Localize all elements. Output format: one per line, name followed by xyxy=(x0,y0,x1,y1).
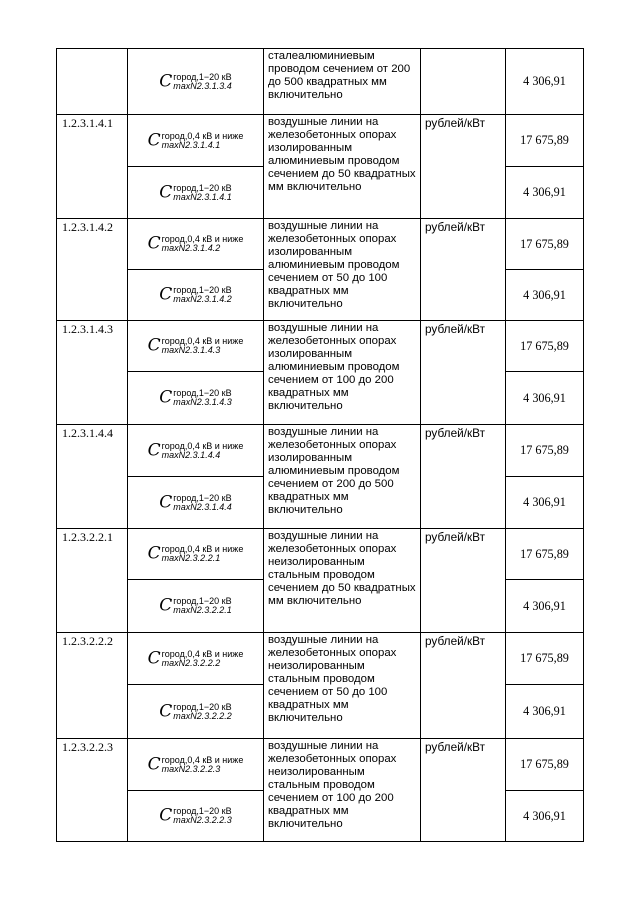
value-cell: 4 306,91 xyxy=(506,580,584,633)
formula-subscript: maxN2.3.2.2.3 xyxy=(173,815,232,825)
rate-formula: C город,0,4 кВ и ниже maxN2.3.1.4.4 xyxy=(147,440,244,460)
formula-cell xyxy=(128,425,264,477)
rate-formula: C город,1−20 кВ maxN2.3.2.2.3 xyxy=(159,805,232,826)
table-row xyxy=(57,321,584,372)
formula-cell xyxy=(128,685,264,739)
value-cell: 17 675,89 xyxy=(506,219,584,270)
value-cell: 17 675,89 xyxy=(506,739,584,791)
description-cell: воздушные линии на железобетонных опорах изолированным алюминиевым проводом сечением от 200 до 500 квадратных мм включительно xyxy=(264,425,421,529)
table-row xyxy=(57,529,584,580)
formula-cell xyxy=(128,167,264,219)
description-cell: воздушные линии на железобетонных опорах неизолированным стальным проводом сечением до 50 квадратных мм включительно xyxy=(264,529,421,633)
value-cell: 4 306,91 xyxy=(506,372,584,425)
rate-formula: C город,1−20 кВ maxN2.3.1.4.1 xyxy=(159,182,232,202)
rate-formula: C город,0,4 кВ и ниже maxN2.3.2.2.1 xyxy=(147,543,244,564)
formula-cell xyxy=(128,321,264,372)
table-row xyxy=(57,739,584,791)
formula-subscript: maxN2.3.2.2.2 xyxy=(161,657,221,668)
rate-formula: C город,0,4 кВ и ниже maxN2.3.1.4.2 xyxy=(147,233,244,254)
table-row xyxy=(57,49,584,115)
formula-superscript: город,1−20 кВ xyxy=(173,596,232,606)
formula-subscript: maxN2.3.1.4.3 xyxy=(161,345,221,355)
formula-superscript: город,1−20 кВ xyxy=(173,285,232,295)
formula-subscript: maxN2.3.1.4.4 xyxy=(161,449,221,460)
unit-cell: рублей/кВт xyxy=(421,219,506,321)
formula-cell xyxy=(128,477,264,529)
formula-superscript: город,0,4 кВ и ниже xyxy=(161,754,244,765)
description-cell: сталеалюминиевым проводом сечением от 200 до 500 квадратных мм включительно xyxy=(264,49,421,115)
rate-formula: C город,1−20 кВ maxN2.3.2.2.2 xyxy=(159,701,232,721)
rate-formula: C город,1−20 кВ maxN2.3.1.3.4 xyxy=(159,71,232,91)
formula-superscript: город,0,4 кВ и ниже xyxy=(161,648,244,659)
formula-superscript: город,0,4 кВ и ниже xyxy=(161,544,244,554)
formula-subscript: maxN2.3.2.2.3 xyxy=(161,763,221,774)
unit-cell: рублей/кВт xyxy=(421,739,506,842)
code-cell: 1.2.3.2.2.2 xyxy=(57,633,128,739)
table-row xyxy=(57,219,584,270)
formula-cell xyxy=(128,372,264,425)
value-cell: 4 306,91 xyxy=(506,791,584,842)
code-cell: 1.2.3.1.4.1 xyxy=(57,115,128,219)
formula-superscript: город,0,4 кВ и ниже xyxy=(161,440,244,451)
unit-cell: рублей/кВт xyxy=(421,425,506,529)
description-cell: воздушные линии на железобетонных опорах неизолированным стальным проводом сечением от 50 до 100 квадратных мм включительно xyxy=(264,633,421,739)
formula-superscript: город,1−20 кВ xyxy=(173,806,232,816)
table-row xyxy=(57,425,584,477)
formula-subscript: maxN2.3.1.4.1 xyxy=(161,139,221,150)
rate-formula: C город,0,4 кВ и ниже maxN2.3.1.4.3 xyxy=(147,335,244,356)
formula-superscript: город,0,4 кВ и ниже xyxy=(161,336,244,346)
value-cell: 4 306,91 xyxy=(506,270,584,321)
formula-superscript: город,1−20 кВ xyxy=(173,182,232,193)
unit-cell xyxy=(421,49,506,115)
rate-formula: C город,1−20 кВ maxN2.3.1.4.3 xyxy=(159,387,232,408)
formula-cell xyxy=(128,739,264,791)
tariff-table xyxy=(56,48,584,842)
unit-cell: рублей/кВт xyxy=(421,321,506,425)
value-cell: 4 306,91 xyxy=(506,685,584,739)
description-cell: воздушные линии на железобетонных опорах изолированным алюминиевым проводом сечением от 100 до 200 квадратных мм включительно xyxy=(264,321,421,425)
description-cell: воздушные линии на железобетонных опорах изолированным алюминиевым проводом сечением от 50 до 100 квадратных мм включительно xyxy=(264,219,421,321)
description-cell: воздушные линии на железобетонных опорах неизолированным стальным проводом сечением от 100 до 200 квадратных мм включительно xyxy=(264,739,421,842)
formula-cell xyxy=(128,633,264,685)
formula-cell xyxy=(128,791,264,842)
code-cell: 1.2.3.2.2.1 xyxy=(57,529,128,633)
formula-superscript: город,1−20 кВ xyxy=(173,71,232,82)
value-cell: 17 675,89 xyxy=(506,321,584,372)
formula-subscript: maxN2.3.1.4.1 xyxy=(173,191,232,202)
value-cell: 4 306,91 xyxy=(506,49,584,115)
formula-superscript: город,0,4 кВ и ниже xyxy=(161,130,244,141)
formula-subscript: maxN2.3.1.4.4 xyxy=(173,501,232,512)
unit-cell: рублей/кВт xyxy=(421,633,506,739)
formula-cell xyxy=(128,580,264,633)
unit-cell: рублей/кВт xyxy=(421,115,506,219)
formula-superscript: город,1−20 кВ xyxy=(173,388,232,398)
value-cell: 4 306,91 xyxy=(506,167,584,219)
value-cell: 17 675,89 xyxy=(506,529,584,580)
rate-formula: C город,1−20 кВ maxN2.3.2.2.1 xyxy=(159,595,232,616)
code-cell xyxy=(57,49,128,115)
value-cell: 4 306,91 xyxy=(506,477,584,529)
code-cell: 1.2.3.1.4.4 xyxy=(57,425,128,529)
unit-cell: рублей/кВт xyxy=(421,529,506,633)
value-cell: 17 675,89 xyxy=(506,633,584,685)
description-cell: воздушные линии на железобетонных опорах изолированным алюминиевым проводом сечением до 50 квадратных мм включительно xyxy=(264,115,421,219)
rate-formula: C город,1−20 кВ maxN2.3.1.4.2 xyxy=(159,284,232,305)
formula-subscript: maxN2.3.1.4.2 xyxy=(161,243,221,253)
formula-superscript: город,1−20 кВ xyxy=(173,492,232,503)
rate-formula: C город,0,4 кВ и ниже maxN2.3.2.2.2 xyxy=(147,648,244,668)
tariff-table-body xyxy=(57,49,584,842)
formula-cell xyxy=(128,529,264,580)
code-cell: 1.2.3.2.2.3 xyxy=(57,739,128,842)
code-cell: 1.2.3.1.4.3 xyxy=(57,321,128,425)
rate-formula: C город,0,4 кВ и ниже maxN2.3.2.2.3 xyxy=(147,754,244,774)
formula-subscript: maxN2.3.1.3.4 xyxy=(173,80,232,91)
table-row xyxy=(57,633,584,685)
formula-superscript: город,1−20 кВ xyxy=(173,701,232,712)
formula-cell xyxy=(128,270,264,321)
formula-subscript: maxN2.3.2.2.1 xyxy=(173,605,232,615)
code-cell: 1.2.3.1.4.2 xyxy=(57,219,128,321)
rate-formula: C город,0,4 кВ и ниже maxN2.3.1.4.1 xyxy=(147,130,244,150)
table-row xyxy=(57,115,584,167)
formula-cell xyxy=(128,115,264,167)
formula-cell xyxy=(128,49,264,115)
value-cell: 17 675,89 xyxy=(506,115,584,167)
rate-formula: C город,1−20 кВ maxN2.3.1.4.4 xyxy=(159,492,232,512)
formula-subscript: maxN2.3.1.4.2 xyxy=(173,294,232,304)
formula-superscript: город,0,4 кВ и ниже xyxy=(161,234,244,244)
formula-subscript: maxN2.3.2.2.1 xyxy=(161,553,221,563)
value-cell: 17 675,89 xyxy=(506,425,584,477)
formula-cell xyxy=(128,219,264,270)
formula-subscript: maxN2.3.1.4.3 xyxy=(173,397,232,407)
formula-subscript: maxN2.3.2.2.2 xyxy=(173,710,232,721)
